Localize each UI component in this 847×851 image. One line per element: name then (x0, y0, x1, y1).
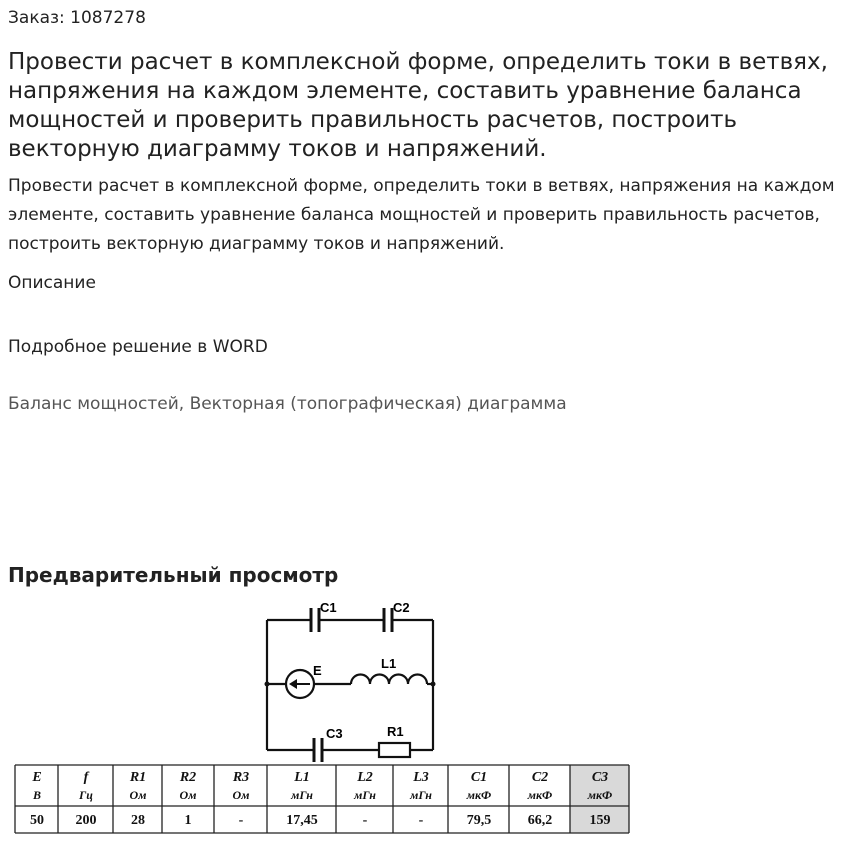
tag-link-vector-diagram[interactable]: Векторная (топографическая) диаграмма (189, 394, 567, 414)
table-header-unit: мкФ (466, 788, 492, 802)
tag-list (8, 394, 567, 414)
resistor-r1 (379, 743, 410, 757)
table-value: - (418, 813, 424, 828)
label-c1: C1 (320, 600, 337, 615)
parameter-table (15, 765, 629, 833)
table-header-unit: мГн (410, 788, 432, 802)
table-header-unit: Ом (232, 788, 250, 802)
table-value: 50 (30, 813, 44, 828)
preview-heading: Предварительный просмотр (8, 563, 339, 587)
table-header-unit: мкФ (587, 788, 613, 802)
page-title: Провести расчет в комплексной форме, определить токи в ветвях, напряжения на каждом элементе, составить уравнение баланса мощностей и проверить правильность расчетов, построить векторную диаграмму токов и напряжений. (8, 49, 828, 162)
table-header-sym: L3 (413, 770, 429, 785)
table-header-unit: Ом (129, 788, 147, 802)
table-header-sym: L1 (294, 770, 310, 785)
source-arrow-icon (289, 679, 297, 689)
table-header-unit: мГн (354, 788, 376, 802)
description-heading: Описание (8, 273, 96, 293)
label-c2: C2 (393, 600, 410, 615)
table-value: 66,2 (527, 813, 553, 828)
table-value: - (362, 813, 368, 828)
label-l1: L1 (381, 656, 397, 671)
table-header-unit: Гц (79, 788, 93, 802)
table-value: 200 (75, 813, 97, 828)
table-header-unit: В (32, 788, 42, 802)
table-header-sym: C1 (470, 770, 488, 785)
circuit-and-table-image (0, 595, 847, 851)
table-value: - (238, 813, 244, 828)
table-value: 28 (131, 813, 145, 828)
table-header-unit: Ом (179, 788, 197, 802)
table-header-unit: мГн (291, 788, 313, 802)
table-header-sym: C3 (591, 770, 609, 785)
table-header-unit: мкФ (527, 788, 553, 802)
label-e: E (313, 663, 322, 678)
table-header-sym: R3 (232, 770, 250, 785)
tag-separator: , (178, 394, 190, 414)
solution-note: Подробное решение в WORD (8, 337, 268, 357)
table-value: 159 (589, 813, 611, 828)
tag-link-power-balance[interactable]: Баланс мощностей (8, 394, 179, 414)
table-header-sym: E (32, 770, 42, 785)
table-header-sym: R2 (179, 770, 197, 785)
table-header-sym: R1 (129, 770, 147, 785)
table-header-sym: L2 (357, 770, 373, 785)
preview-image (0, 595, 847, 851)
table-header-sym: C2 (531, 770, 549, 785)
table-value: 17,45 (286, 813, 318, 828)
inductor-l1 (351, 675, 427, 685)
order-number: Заказ: 1087278 (8, 8, 146, 28)
table-value: 79,5 (466, 813, 492, 828)
table-header-sym: f (83, 770, 89, 785)
label-c3: C3 (326, 726, 343, 741)
label-r1: R1 (387, 724, 404, 739)
task-description: Провести расчет в комплексной форме, определить токи в ветвях, напряжения на каждом элементе, составить уравнение баланса мощностей и проверить правильность расчетов, построить векторную диаграмму токов и напряжений. (8, 176, 835, 254)
table-value: 1 (184, 813, 192, 828)
